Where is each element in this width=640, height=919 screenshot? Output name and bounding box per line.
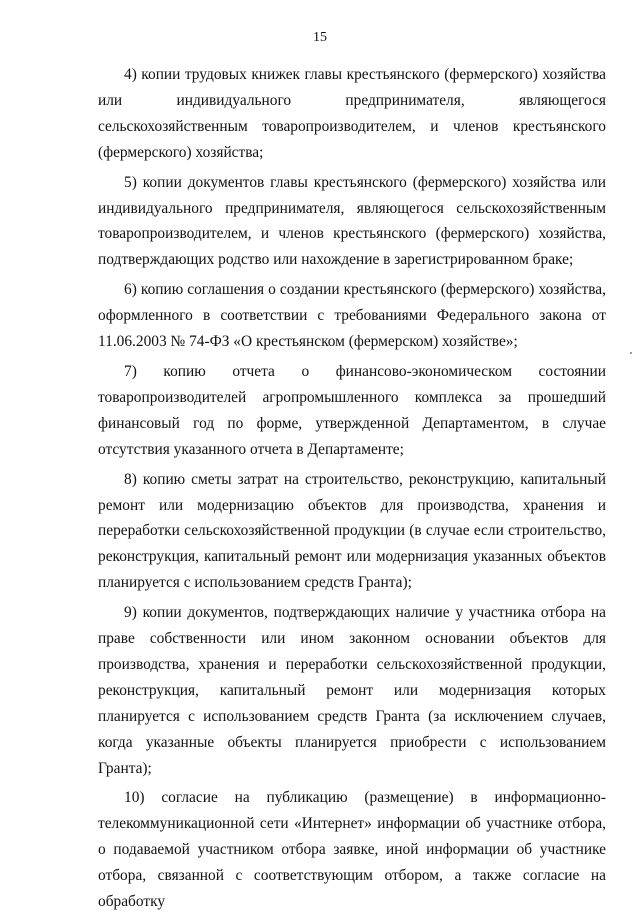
document-body <box>98 62 606 919</box>
paragraph-item-10: 10) согласие на публикацию (размещение) в информационно-телекоммуникационной сети «Интернет» информации об участнике отбора, о подаваемой участником отбора заявке, иной информации об участнике отбора, связанной с соответствующим отбором, а также согласие на обработку <box>98 789 606 911</box>
paragraph-item-7: 7) копию отчета о финансово-экономическом состоянии товаропроизводителей агропромышленного комплекса за прошедший финансовый год по форме, утвержденной Департаментом, в случае отсутствия указанного отчета в Департаменте; <box>98 362 606 458</box>
paragraph-item-8: 8) копию сметы затрат на строительство, реконструкцию, капитальный ремонт или модернизацию объектов для производства, хранения и переработки сельскохозяйственной продукции (в случае если строительство, реконструкция, капитальный ремонт или модернизация указанных объектов планируется с использованием средств Гранта); <box>98 470 606 592</box>
paragraph-item-9: 9) копии документов, подтверждающих наличие у участника отбора на праве собственности или ином законном основании объектов для производства, хранения и переработки сельскохозяйственной продукции, реконструкция, капитальный ремонт или модернизация которых планируется с использованием средств Гранта (за исключением случаев, когда указанные объекты планируется приобрести с использованием Гранта); <box>98 604 606 777</box>
paragraph-item-6: 6) копию соглашения о создании крестьянского (фермерского) хозяйства, оформленного в соответствии с требованиями Федерального закона от 11.06.2003 № 74-ФЗ «О крестьянском (фермерском) хозяйстве»; <box>98 281 606 351</box>
paragraph-item-5: 5) копии документов главы крестьянского (фермерского) хозяйства или индивидуального предпринимателя, являющегося сельскохозяйственным товаропроизводителем, и членов крестьянского (фермерского) хозяйства, подтверждающих родство или нахождение в зарегистрированном браке; <box>98 173 606 269</box>
paragraph-item-4: 4) копии трудовых книжек главы крестьянского (фермерского) хозяйства или индивидуального предпринимателя, являющегося сельскохозяйственным товаропроизводителем, и членов крестьянского (фермерского) хозяйства; <box>98 66 606 161</box>
scan-artifact-dot <box>630 352 632 354</box>
page-number: 15 <box>313 30 327 45</box>
